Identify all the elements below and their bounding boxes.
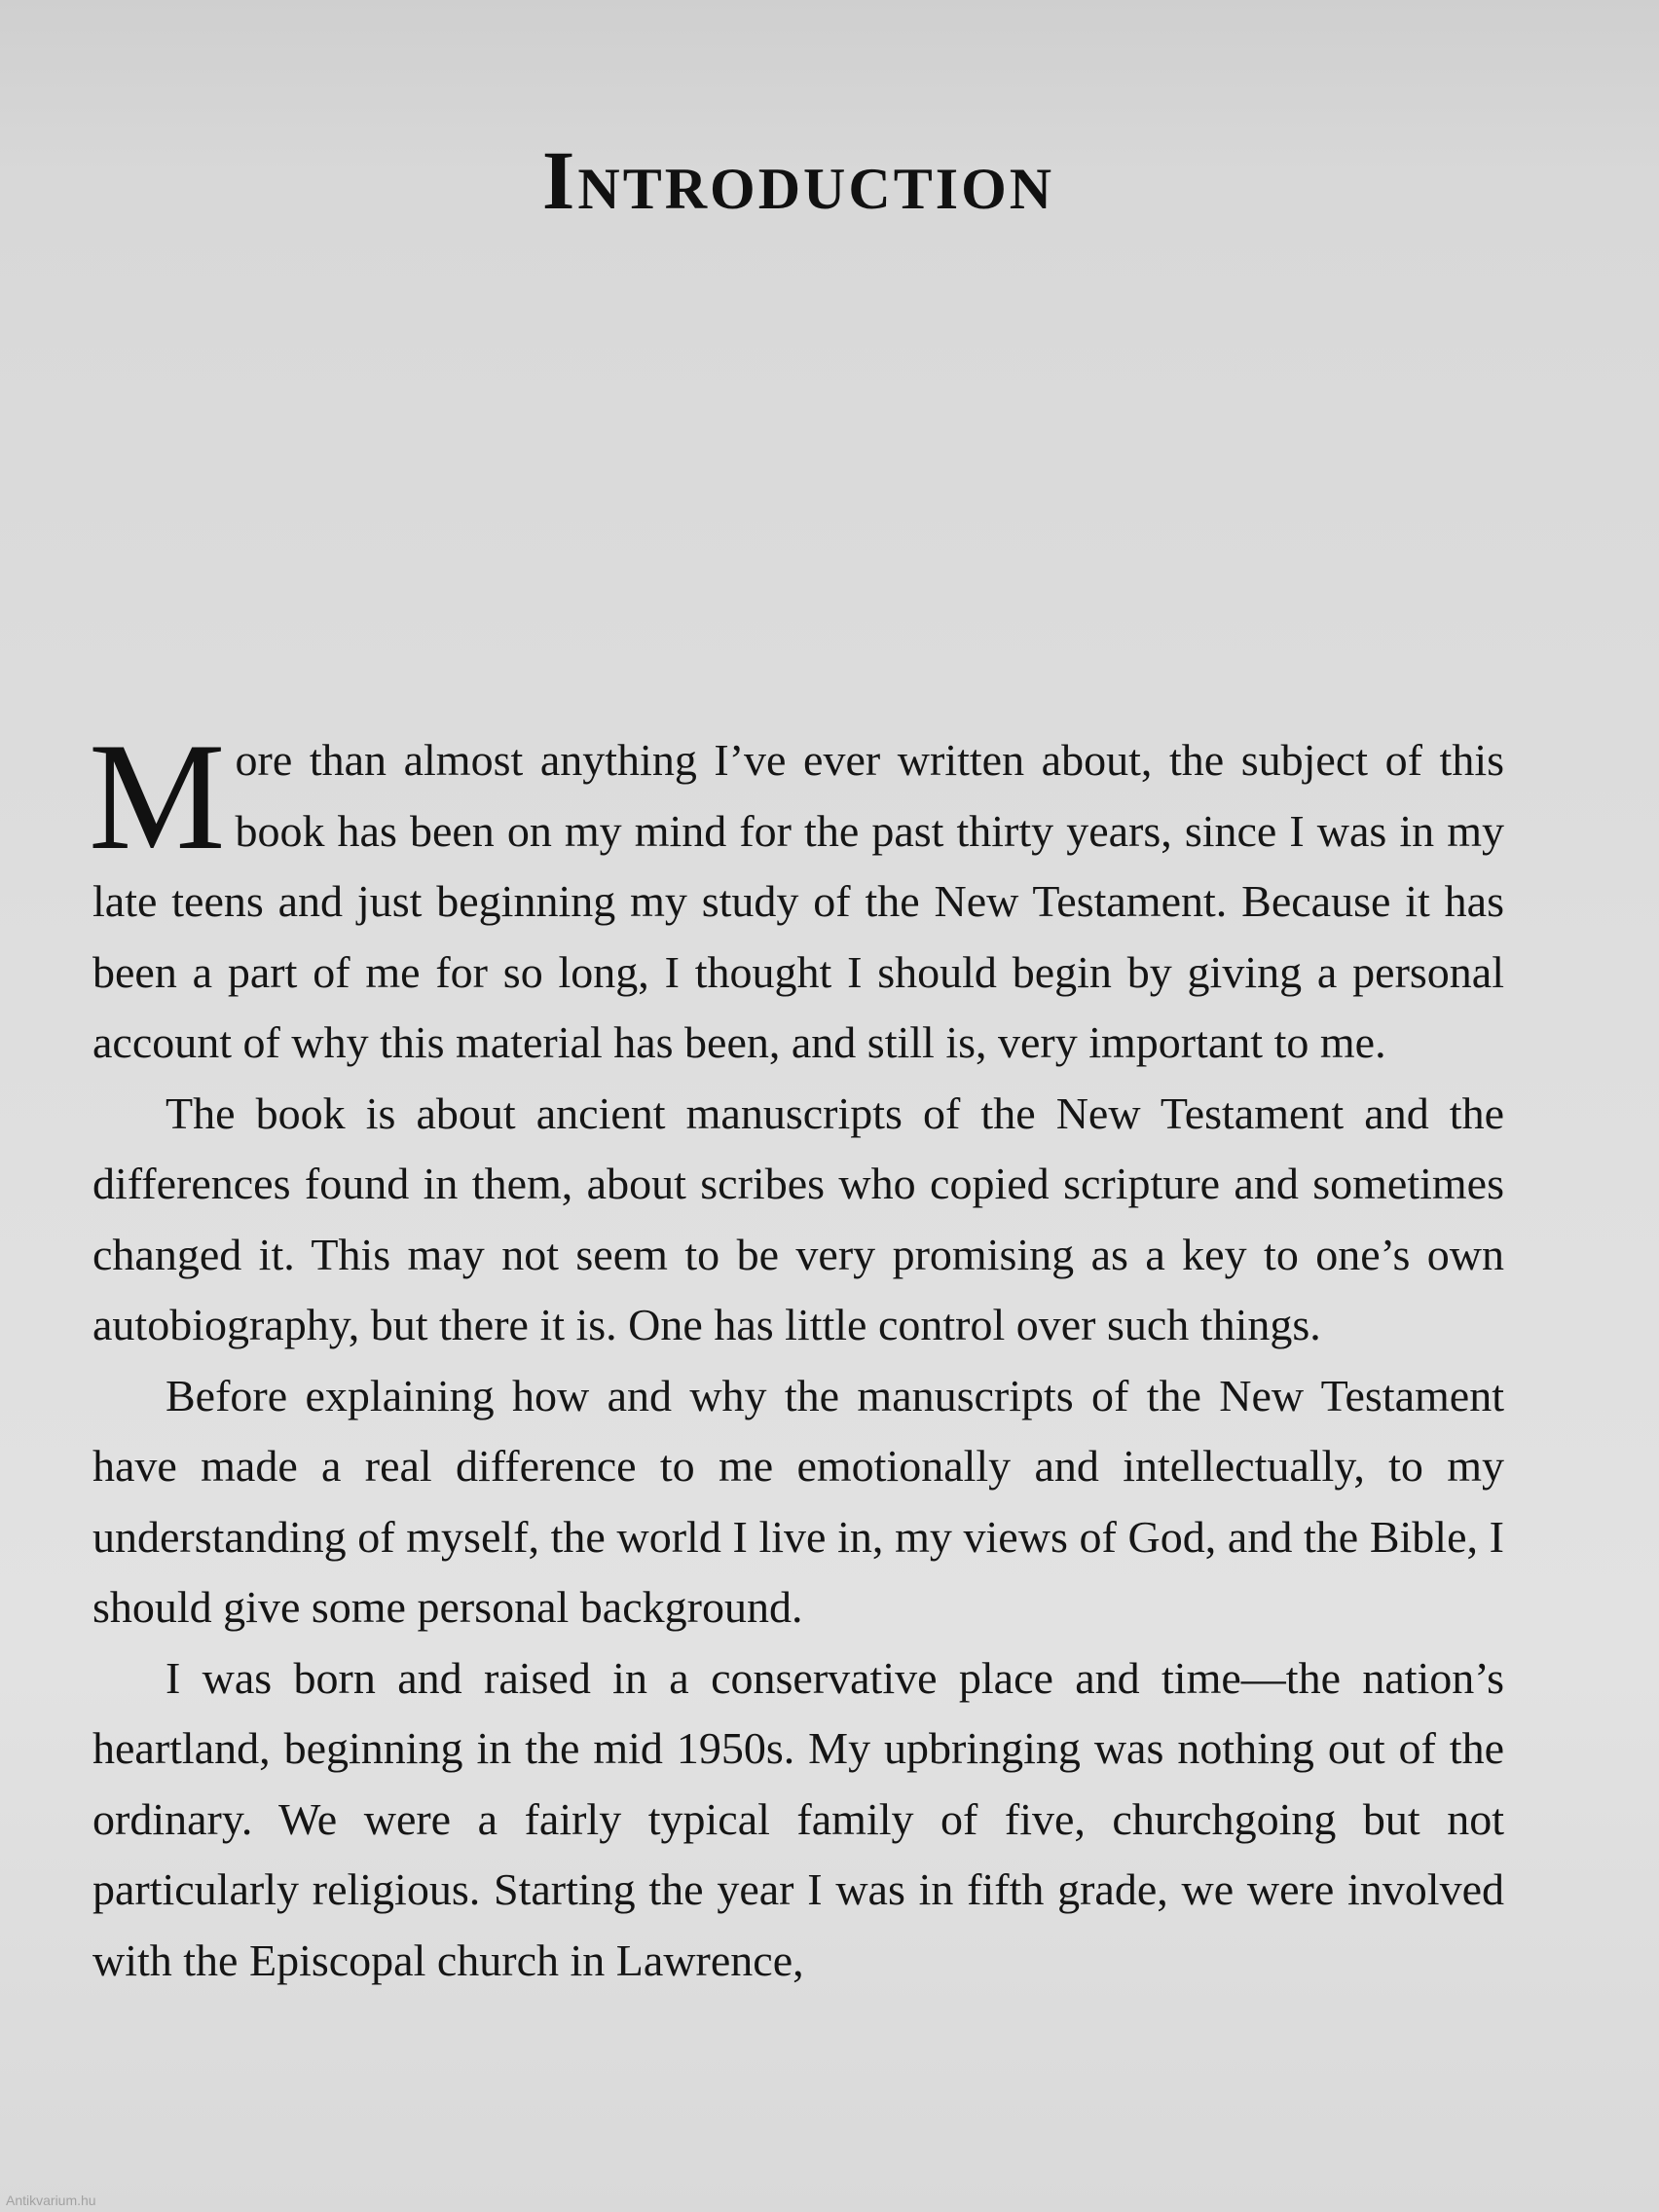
paragraph-1 [89,712,1504,1079]
drop-cap: M [89,712,226,882]
watermark: Antikvarium.hu [6,2193,96,2208]
body-text [89,712,1504,1996]
paragraph-3: Before explaining how and why the manuscripts of the New Testament have made a real difference to me emotionally and intellectually, to my understanding of myself, the world I live in, my views of God, and the Bible, I should give some personal background. [92,1370,1504,1632]
chapter-title: Introduction [541,133,1055,227]
paragraph-4: I was born and raised in a conservative place and time—the nation’s heartland, beginning in the mid 1950s. My upbringing was nothing out of the ordinary. We were a fairly typical family of five, churchgoing but not particularly religious. Starting the year I was in fifth grade, we were involved with the Episcopal church in Lawrence, [92,1652,1504,1985]
book-page [89,0,1504,2212]
paragraph-2: The book is about ancient manuscripts of the New Testament and the differences found in them, about scribes who copied scripture and sometimes changed it. This may not seem to be very promising as a key to one’s own autobiography, but there it is. One has little control over such things. [92,1088,1504,1349]
paragraph-1-text: ore than almost anything I’ve ever written about, the subject of this book has been on my mind for the past thirty years, since I was in my late teens and just beginning my study of the New Testament. Because it has been a part of me for so long, I thought I should begin by giving a personal account of why this material has been, and still is, very important to me. [92,735,1504,1067]
